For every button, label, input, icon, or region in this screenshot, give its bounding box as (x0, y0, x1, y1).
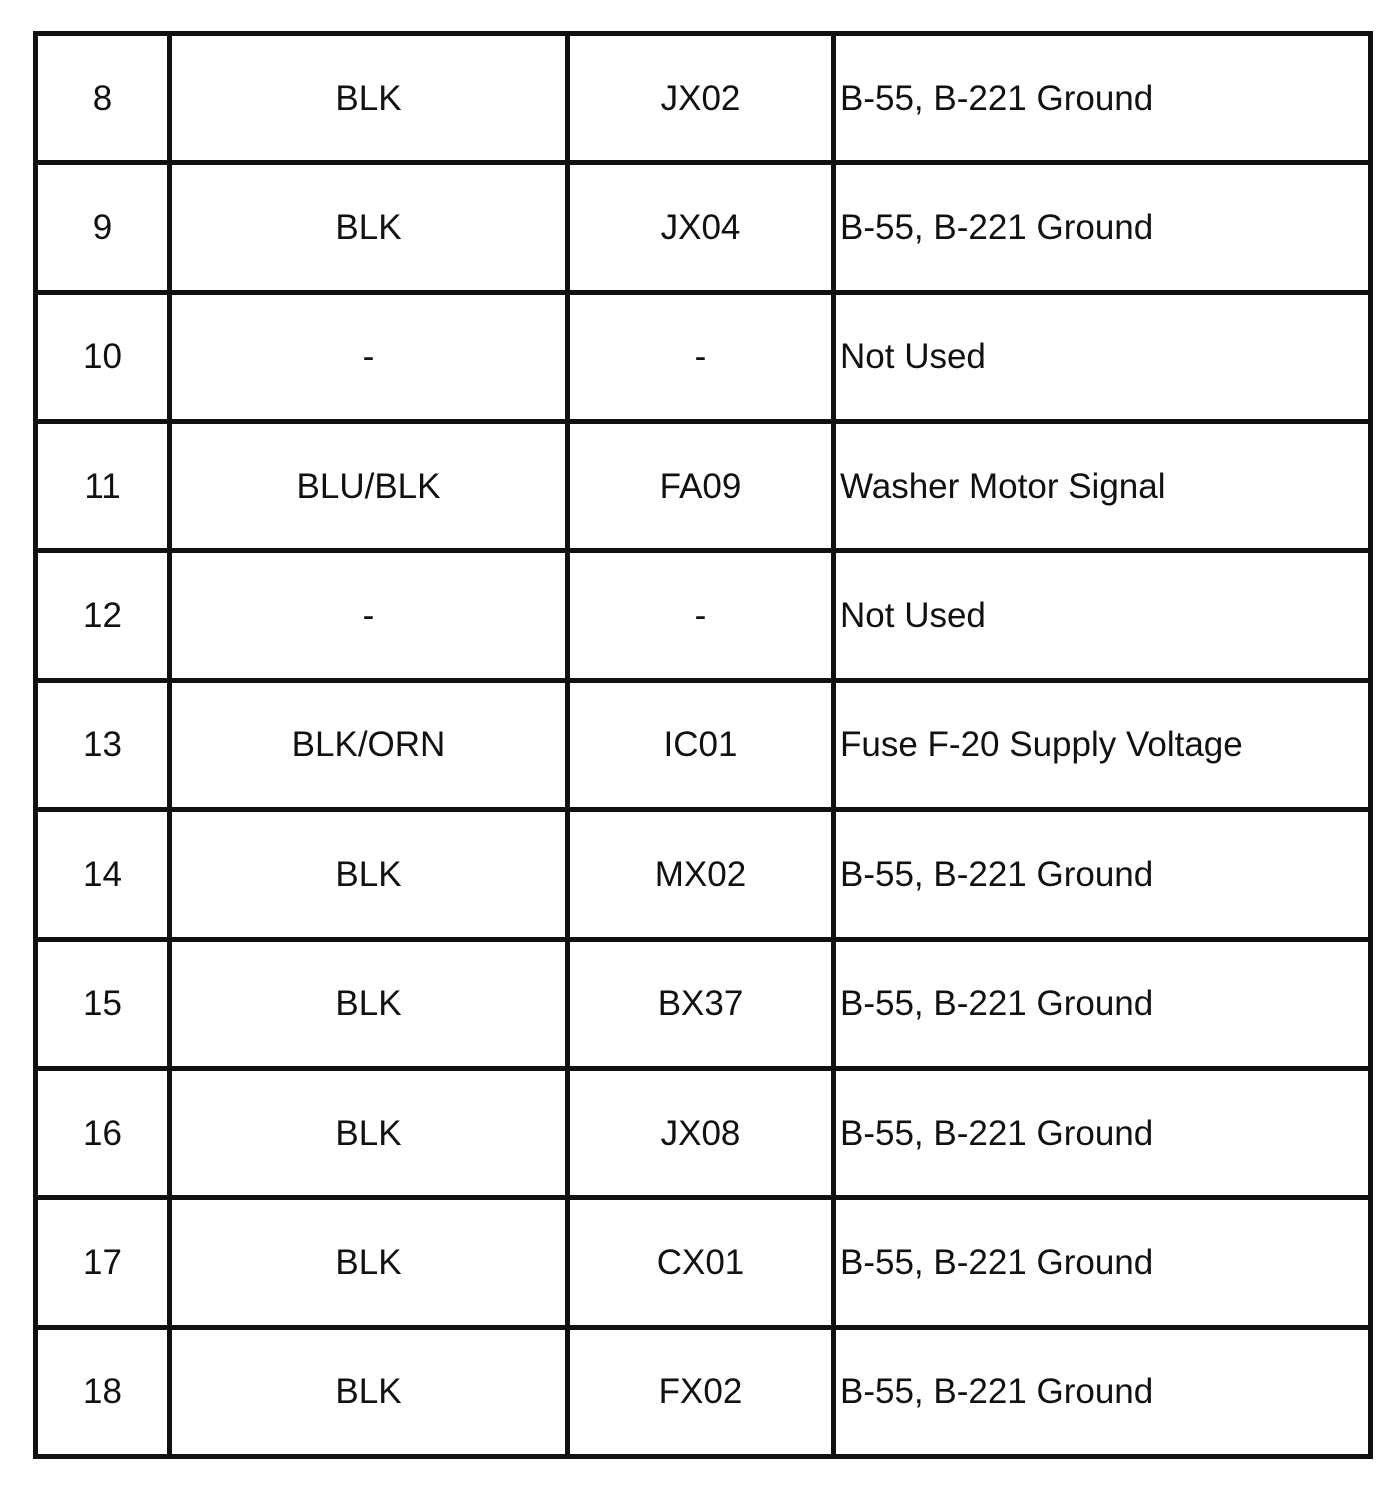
circuit-cell: - (568, 551, 834, 680)
table-row (36, 551, 1371, 680)
wire-color-cell: BLK (170, 1327, 568, 1456)
table-body (36, 34, 1371, 1457)
circuit-cell: - (568, 292, 834, 421)
wire-color-cell: BLK (170, 810, 568, 939)
connector-pinout-table (33, 31, 1373, 1459)
function-cell: B-55, B-221 Ground (834, 1068, 1371, 1197)
function-cell: Washer Motor Signal (834, 422, 1371, 551)
function-cell: B-55, B-221 Ground (834, 1327, 1371, 1456)
wire-color-cell: BLK (170, 163, 568, 292)
function-cell: B-55, B-221 Ground (834, 939, 1371, 1068)
circuit-cell: FX02 (568, 1327, 834, 1456)
wire-color-cell: BLK/ORN (170, 680, 568, 809)
function-cell: B-55, B-221 Ground (834, 163, 1371, 292)
function-cell: Not Used (834, 292, 1371, 421)
pin-number-cell: 15 (36, 939, 170, 1068)
function-cell: Fuse F-20 Supply Voltage (834, 680, 1371, 809)
table-row (36, 1198, 1371, 1327)
wire-color-cell: - (170, 292, 568, 421)
pin-number-cell: 16 (36, 1068, 170, 1197)
table-row (36, 939, 1371, 1068)
circuit-cell: FA09 (568, 422, 834, 551)
table-row (36, 163, 1371, 292)
function-cell: B-55, B-221 Ground (834, 810, 1371, 939)
table-row (36, 1068, 1371, 1197)
pin-number-cell: 12 (36, 551, 170, 680)
wire-color-cell: BLU/BLK (170, 422, 568, 551)
circuit-cell: MX02 (568, 810, 834, 939)
pin-number-cell: 8 (36, 34, 170, 163)
circuit-cell: IC01 (568, 680, 834, 809)
circuit-cell: BX37 (568, 939, 834, 1068)
circuit-cell: JX04 (568, 163, 834, 292)
wire-color-cell: BLK (170, 939, 568, 1068)
wire-color-cell: - (170, 551, 568, 680)
pin-number-cell: 11 (36, 422, 170, 551)
function-cell: Not Used (834, 551, 1371, 680)
pin-number-cell: 13 (36, 680, 170, 809)
table-row (36, 422, 1371, 551)
table-row (36, 34, 1371, 163)
wire-color-cell: BLK (170, 1068, 568, 1197)
circuit-cell: JX08 (568, 1068, 834, 1197)
circuit-cell: JX02 (568, 34, 834, 163)
table-row (36, 810, 1371, 939)
function-cell: B-55, B-221 Ground (834, 1198, 1371, 1327)
table-row (36, 292, 1371, 421)
pin-number-cell: 14 (36, 810, 170, 939)
table-row (36, 1327, 1371, 1456)
circuit-cell: CX01 (568, 1198, 834, 1327)
pin-number-cell: 17 (36, 1198, 170, 1327)
pin-number-cell: 9 (36, 163, 170, 292)
table-row (36, 680, 1371, 809)
wire-color-cell: BLK (170, 34, 568, 163)
wire-color-cell: BLK (170, 1198, 568, 1327)
pin-number-cell: 18 (36, 1327, 170, 1456)
pin-number-cell: 10 (36, 292, 170, 421)
function-cell: B-55, B-221 Ground (834, 34, 1371, 163)
